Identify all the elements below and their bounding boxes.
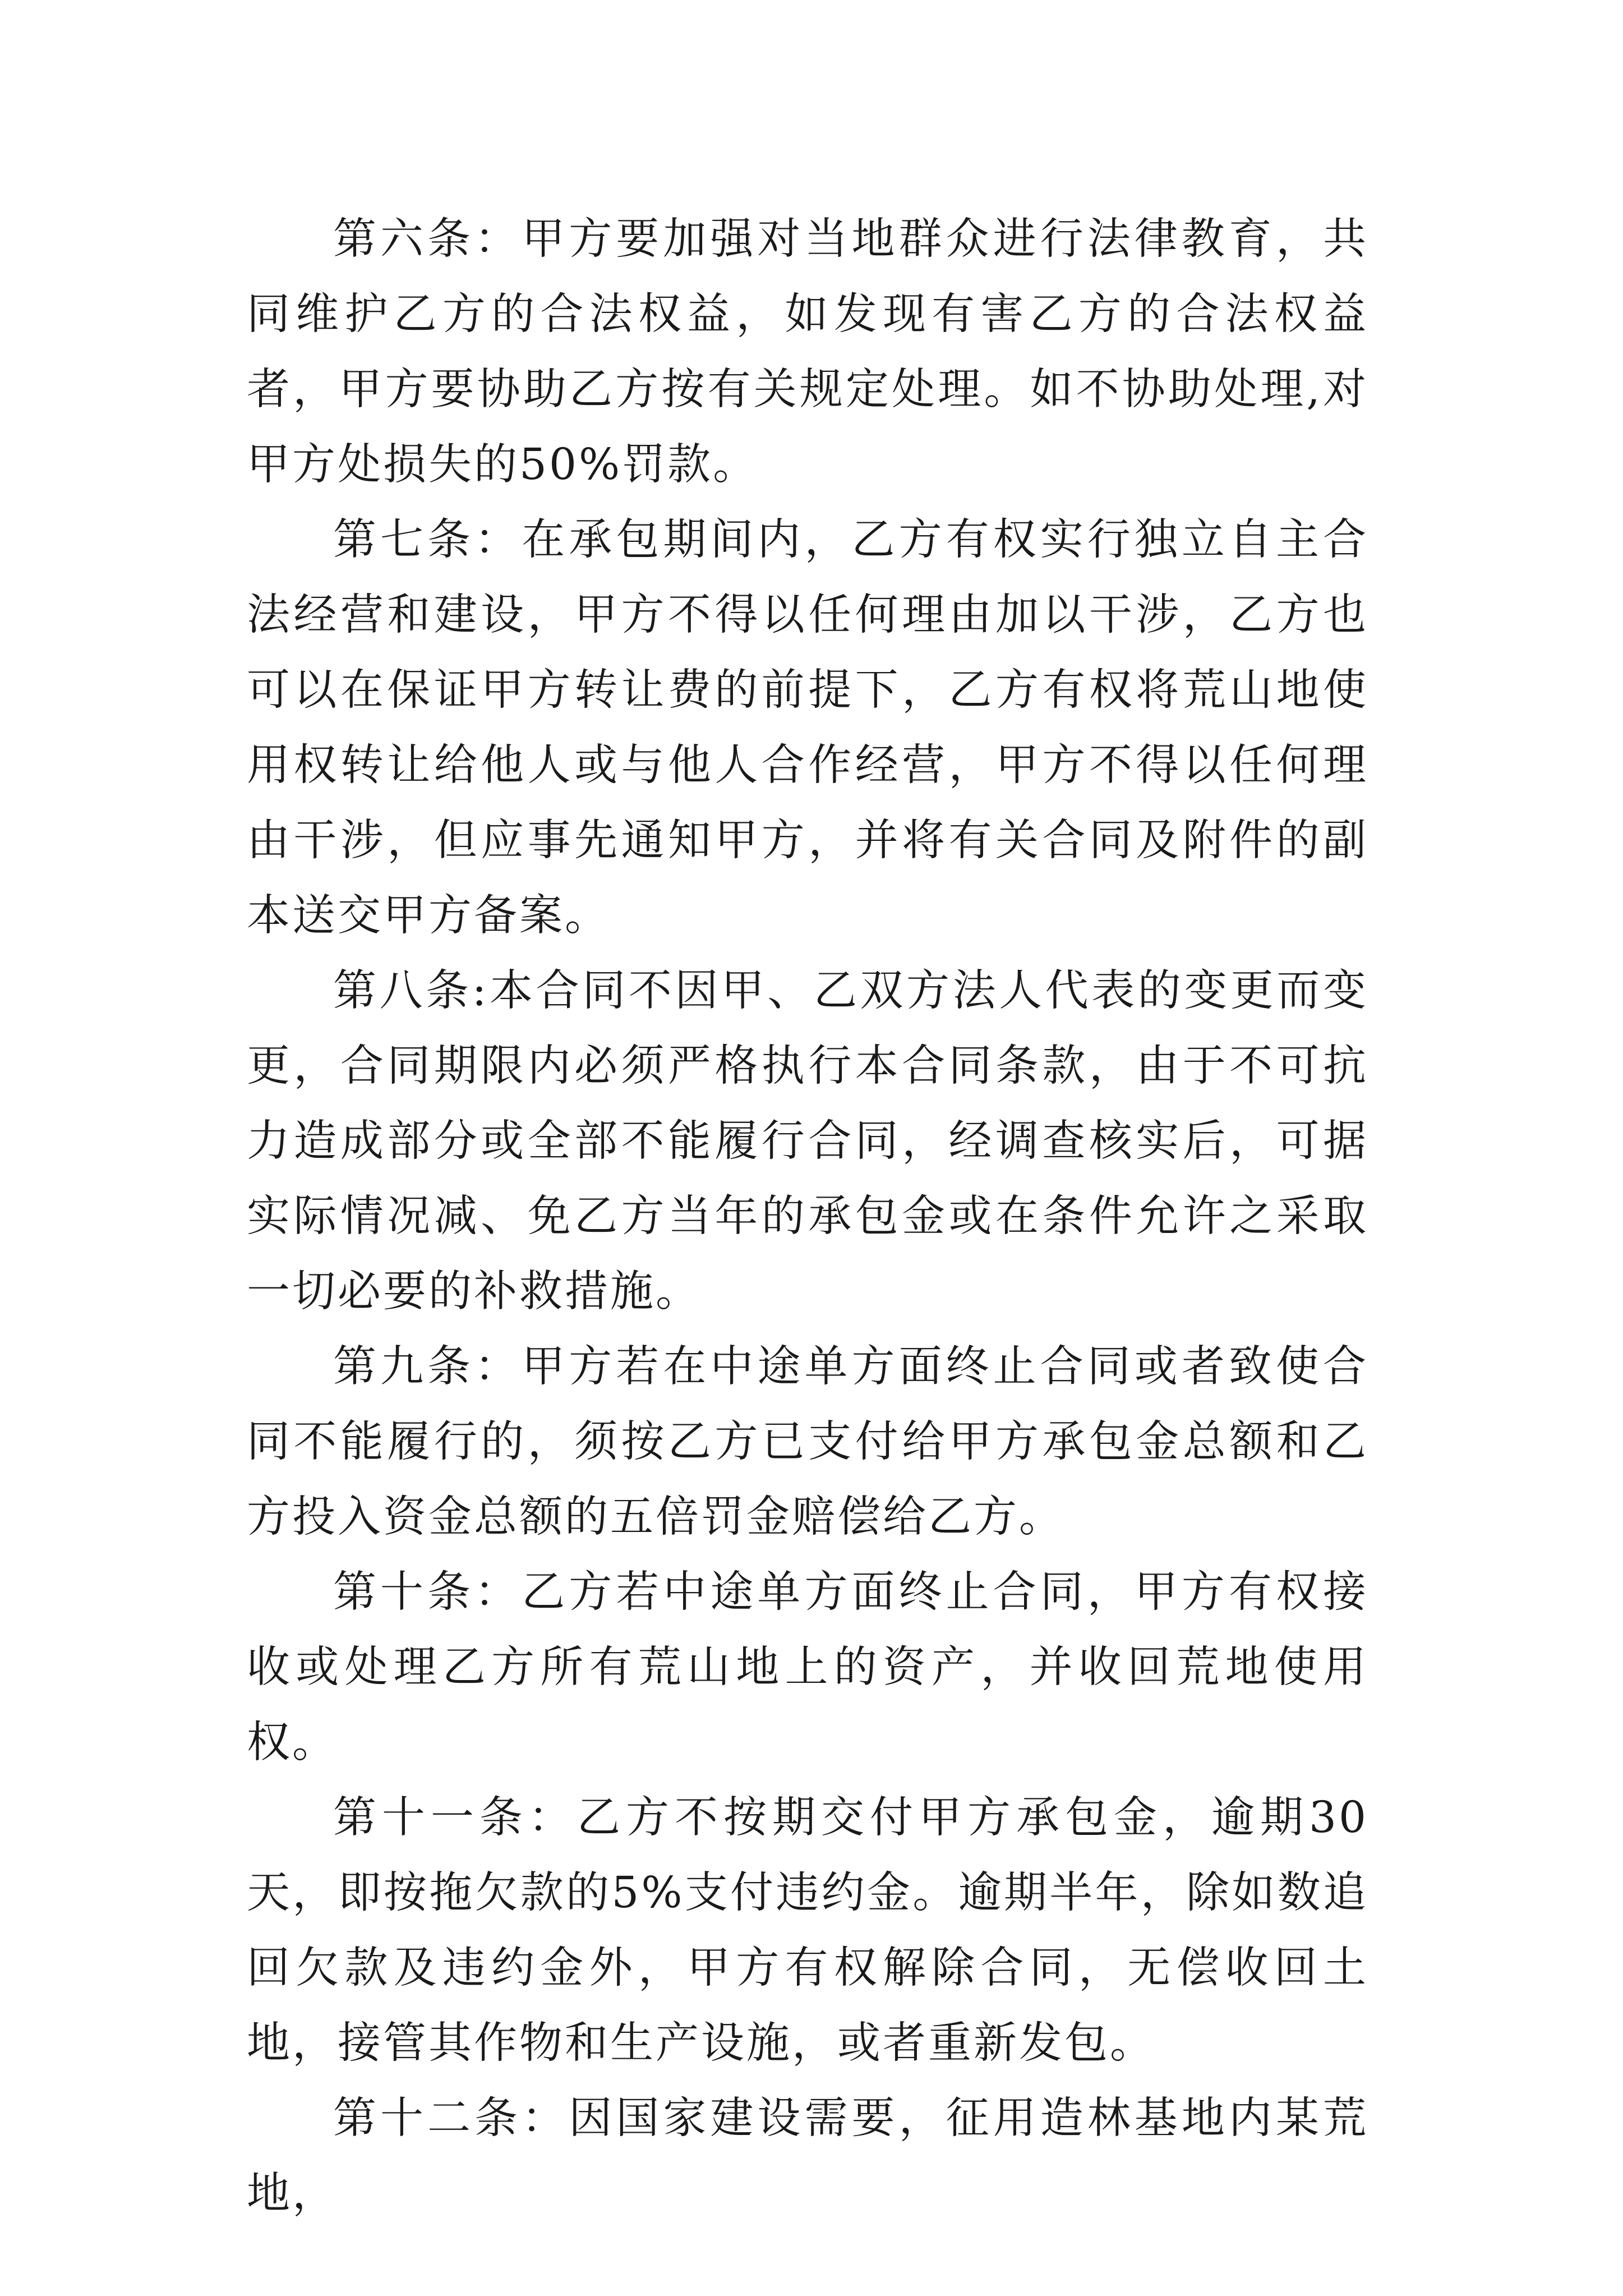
clause-8: 第八条:本合同不因甲、乙双方法人代表的变更而变更，合同期限内必须严格执行本合同条款，由于不可抗力造成部分或全部不能履行合同，经调查核实后，可据实际情况减、免乙方当年的承包金或在条件允许之采取一切必要的补救措施。 — [247, 966, 1368, 1317]
clause-9: 第九条：甲方若在中途单方面终止合同或者致使合同不能履行的，须按乙方已支付给甲方承包金总额和乙方投入资金总额的五倍罚金赔偿给乙方。 — [247, 1342, 1368, 1542]
contract-body — [247, 202, 1368, 2231]
clause-7: 第七条：在承包期间内，乙方有权实行独立自主合法经营和建设，甲方不得以任何理由加以干涉，乙方也可以在保证甲方转让费的前提下，乙方有权将荒山地使用权转让给他人或与他人合作经营，甲方不得以任何理由干涉，但应事先通知甲方，并将有关合同及附件的副本送交甲方备案。 — [247, 515, 1368, 941]
clause-11: 第十一条：乙方不按期交付甲方承包金，逾期30天，即按拖欠款的5%支付违约金。逾期半年，除如数追回欠款及违约金外，甲方有权解除合同，无偿收回土地，接管其作物和生产设施，或者重新发包。 — [247, 1793, 1368, 2068]
clause-6: 第六条：甲方要加强对当地群众进行法律教育，共同维护乙方的合法权益，如发现有害乙方的合法权益者，甲方要协助乙方按有关规定处理。如不协助处理,对甲方处损失的50%罚款。 — [247, 214, 1368, 490]
clause-10: 第十条：乙方若中途单方面终止合同，甲方有权接收或处理乙方所有荒山地上的资产，并收回荒地使用权。 — [247, 1567, 1368, 1768]
clause-12: 第十二条：因国家建设需要，征用造林基地内某荒地， — [247, 2093, 1368, 2219]
